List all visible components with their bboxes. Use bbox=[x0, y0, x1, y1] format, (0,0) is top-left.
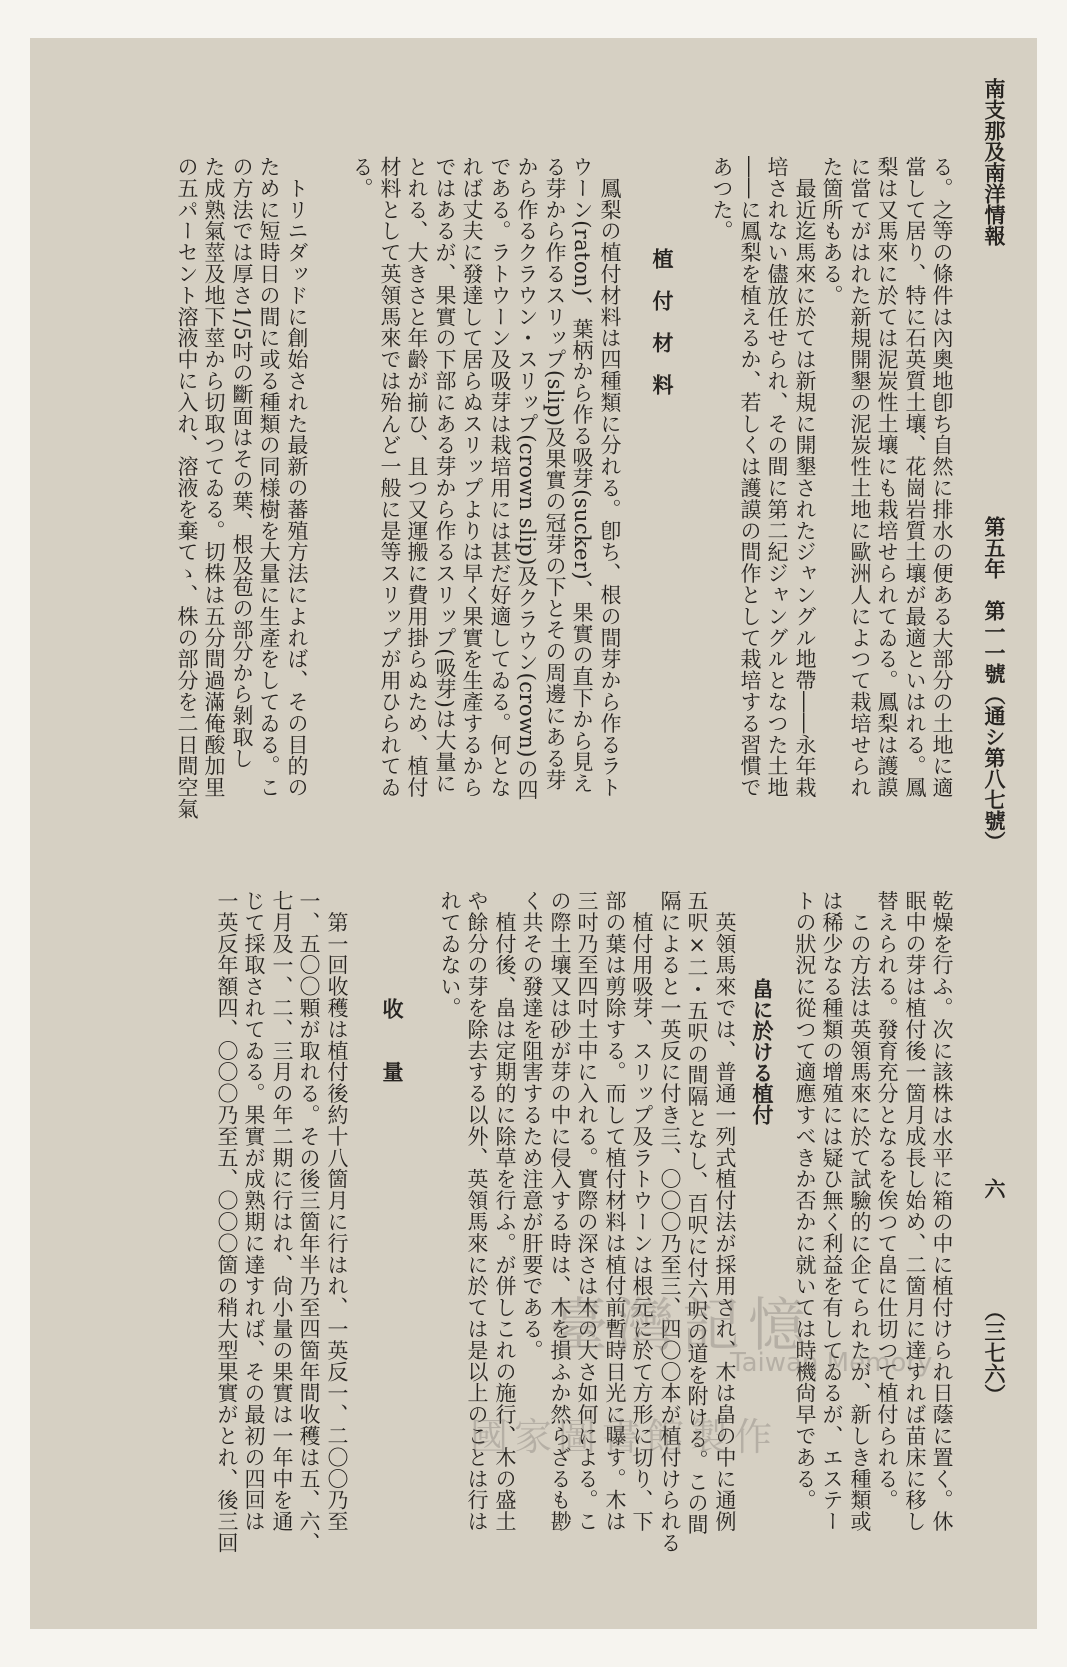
upper-text-line: 鳳梨の植付材料は四種類に分れる。卽ち、根の間芽から作るラト bbox=[598, 156, 622, 798]
lower-text-line: の際土壤又は砂が芽の中に侵入する時は、木を損ふか然らざるも尠 bbox=[548, 890, 572, 1532]
lower-text-line: 部の葉は剪除する。而して植付材料は植付前暫時日光に曝す。木は bbox=[603, 890, 627, 1532]
section-heading-yield: 收 量 bbox=[380, 998, 405, 1082]
lower-text-line: 隔によると一英反に付き三、〇〇〇乃至三、四〇〇本が植付けられる bbox=[658, 890, 682, 1554]
issue-number: 第五年 第一一號（通シ第八七號） bbox=[982, 516, 1007, 852]
lower-text-line: トの狀況に從つて適應すべきか否かに就いては時機尙早である。 bbox=[793, 890, 817, 1511]
upper-text-line: の五パーセント溶液中に入れ、溶液を棄てゝ、株の部分を二日間空氣 bbox=[175, 156, 199, 820]
upper-text-line: とれる、大きさと年齡が揃ひ、且つ又運搬に費用掛らぬため、植付 bbox=[405, 156, 429, 798]
upper-text-line: から作るクラウン・スリップ(crown slip)及クラウン(crown)の四 bbox=[515, 156, 539, 801]
upper-text-line: 梨は又馬來に於ては泥炭性土壤にも栽培せられてゐる。鳳梨は護謨 bbox=[875, 156, 899, 798]
lower-text-line: 乾燥を行ふ。次に該株は水平に箱の中に植付けられ日蔭に置く。休 bbox=[930, 890, 954, 1532]
lower-text-line: れてゐない。 bbox=[438, 890, 462, 1019]
lower-text-line: や餘分の芽を除去する以外、英領馬來に於ては是以上のことは行は bbox=[465, 890, 489, 1532]
upper-text-line: る。 bbox=[350, 156, 374, 199]
watermark-english: Taiwan Memory bbox=[730, 1348, 933, 1378]
upper-text-line: 材料として英領馬來では殆んど一般に是等スリップが用ひられてゐ bbox=[378, 156, 402, 798]
lower-text-line: 英領馬來では、普通一列式植付法が採用され、木は畠の中に通例 bbox=[713, 890, 737, 1532]
upper-text-line: の方法では厚さ1/5吋の斷面はその葉、根及苞の部分から剝取し bbox=[230, 156, 254, 769]
upper-text-line: トリニダッドに創始された最新の蕃殖方法によれば、その目的の bbox=[285, 156, 309, 798]
journal-title: 南支那及南洋情報 bbox=[982, 78, 1007, 246]
upper-text-line: 最近迄馬來に於ては新規に開墾されたジャングル地帶――永年栽 bbox=[793, 156, 817, 798]
lower-text-line: く共その發達を阻害するため注意が肝要である。 bbox=[520, 890, 544, 1361]
upper-text-line: ――に鳳梨を植えるか、若しくは護謨の間作として栽培する習慣で bbox=[738, 156, 762, 798]
page-number-paren: （三七六） bbox=[982, 1300, 1007, 1405]
lower-text-line: 植付後、畠は定期的に除草を行ふ。が併しこれの施行、木の盛土 bbox=[493, 890, 517, 1532]
upper-text-line: ウーン(raton)、葉柄から作る吸芽(sucker)、果實の直下から見え bbox=[570, 156, 594, 794]
watermark-logo-text: 臺灣記憶 bbox=[550, 1291, 815, 1359]
upper-text-line: る芽から作るスリップ(slip)及果實の冠芽の下とその周邊にある芽 bbox=[543, 156, 567, 791]
upper-text-line: た成熟氣莖及地下莖から切取つてゐる。切株は五分間過滿俺酸加里 bbox=[202, 156, 226, 798]
upper-text-line: ではあるが、果實の下部にある芽から作るスリップ(吸芽)は大量に bbox=[433, 156, 457, 794]
section-heading-planting-material: 植 付 材 料 bbox=[650, 248, 675, 395]
lower-text-line: 眠中の芽は植付後一箇月成長し始め、二箇月に達すれば苗床に移し bbox=[903, 890, 927, 1532]
lower-text-line: 替えられる。發育充分となるを俟つて畠に仕切つて植付られる。 bbox=[875, 890, 899, 1511]
lower-text-line: 第一回收穫は植付後約十八箇月に行はれ、一英反一、二〇〇乃至 bbox=[325, 890, 349, 1532]
lower-text-line: この方法は英領馬來に於て試驗的に企てられたが、新しき種類或 bbox=[848, 890, 872, 1532]
lower-text-line: 五呎×二・五呎の間隔となし、百呎に付六呎の道を附ける。この間 bbox=[685, 890, 709, 1535]
upper-text-line: 培されない儘放任せられ、その間に第二紀ジャングルとなつた土地 bbox=[765, 156, 789, 798]
lower-text-line: 三吋乃至四吋土中に入れる。實際の深さは木の大さ如何による。こ bbox=[575, 890, 599, 1532]
lower-text-line: 一英反年額四、〇〇〇乃至五、〇〇〇箇の稍大型果實がとれ、後三回 bbox=[215, 890, 239, 1554]
upper-text-line: る。之等の條件は內奧地卽ち自然に排水の便ある大部分の土地に適 bbox=[930, 156, 954, 798]
upper-text-line: である。ラトウーン及吸芽は栽培用には甚だ好適してゐる。何とな bbox=[488, 156, 512, 798]
book-page bbox=[30, 38, 1037, 1629]
upper-text-line: あつた。 bbox=[710, 156, 734, 242]
upper-text-line: れば丈夫に發達して居らぬスリップよりは早く果實を生產するから bbox=[460, 156, 484, 798]
upper-text-line: ために短時日の間に或る種類の同様樹を大量に生產をしてゐる。こ bbox=[257, 156, 281, 798]
upper-text-line: 當して居り、特に石英質土壤、花崗岩質土壤が最適といはれる。鳳 bbox=[903, 156, 927, 798]
lower-text-line: 七月及一、二、三月の年二期に行はれ、尙小量の果實は一年中を通 bbox=[270, 890, 294, 1532]
lower-text-line: は稀少なる種類の增殖には疑ひ無く利益を有してゐるが、エステー bbox=[820, 890, 844, 1532]
lower-text-line: 植付用吸芽、スリップ及ラトウーンは根元に於て方形に切り、下 bbox=[630, 890, 654, 1532]
lower-text-line: じて採取されてゐる。果實が成熟期に達すれば、その最初の四回は bbox=[242, 890, 266, 1532]
page-number-kanji: 六 bbox=[982, 1178, 1007, 1199]
watermark-library: 國家圖書館製作 bbox=[470, 1415, 779, 1459]
section-heading-field-planting: 畠に於ける植付 bbox=[750, 978, 775, 1125]
upper-text-line: た箇所もある。 bbox=[820, 156, 844, 306]
upper-text-line: に當てがはれた新規開墾の泥炭性土地に歐洲人によつて栽培せられ bbox=[848, 156, 872, 798]
lower-text-line: 一、五〇〇顆が取れる。その後三箇年半乃至四箇年間收穫は五、六、 bbox=[297, 890, 321, 1554]
